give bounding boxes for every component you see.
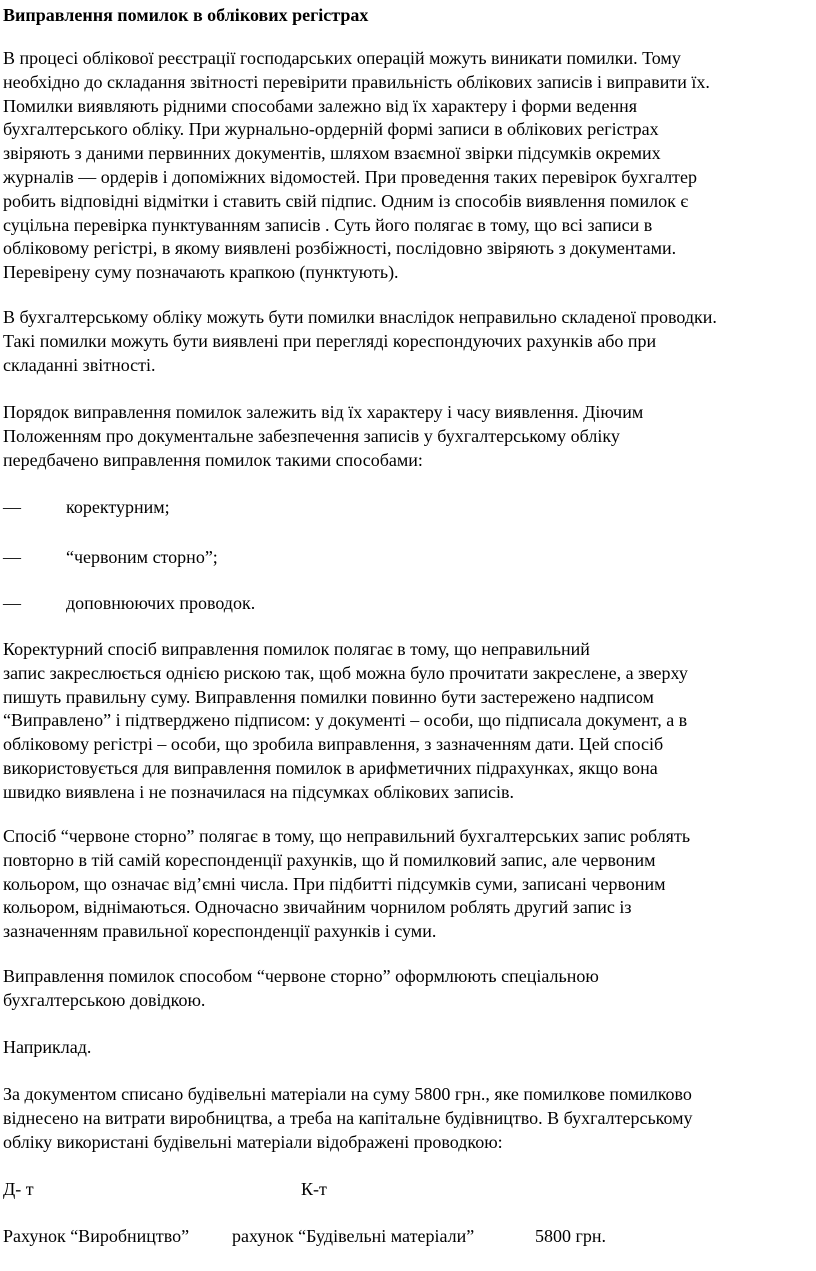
text-line: обліку використані будівельні матеріали відображені проводкою:: [3, 1131, 503, 1152]
paragraph-correction-order: [3, 401, 815, 472]
text-line: За документом списано будівельні матеріали на суму 5800 грн., яке помилкове помилково: [3, 1084, 692, 1104]
text-line: “Виправлено” і підтверджено підписом: у документі – особи, що підписала документ, а в: [3, 710, 688, 731]
text-line: В бухгалтерському обліку можуть бути помилки внаслідок неправильно складеної проводки.: [3, 307, 717, 327]
list-dash: —: [3, 547, 21, 567]
text-line: передбачено виправлення помилок такими способами:: [3, 449, 423, 470]
paragraph-error-detection: [3, 47, 815, 285]
text-line: робить відповідні відмітки і ставить свій підпис. Одним із способів виявлення помилок є: [3, 190, 689, 211]
text-line: обліковому регістрі, в якому виявлені розбіжності, послідовно звіряють з документами.: [3, 238, 677, 259]
text-line: Порядок виправлення помилок залежить від їх характеру і часу виявлення. Діючим: [3, 402, 644, 422]
entry-debit-account: Рахунок “Виробництво”: [3, 1226, 190, 1246]
text-line: кольором, що означає від’ємні числа. При підбитті підсумків суми, записані червоним: [3, 873, 666, 894]
list-dash: —: [3, 593, 21, 613]
text-line: Спосіб “червоне сторно” полягає в тому, що неправильний бухгалтерських запис роблять: [3, 826, 691, 846]
paragraph-red-storno: [3, 825, 815, 944]
text-line: Наприклад.: [3, 1037, 92, 1057]
text-line: Виправлення помилок способом “червоне сторно” оформлюють спеціальною: [3, 966, 599, 986]
text-line: В процесі облікової реєстрації господарських операцій можуть виникати помилки. Тому: [3, 48, 681, 68]
text-line: віднесено на витрати виробництва, а треба на капітальне будівництво. В бухгалтерському: [3, 1107, 693, 1128]
text-line: бухгалтерського обліку. При журнально-ордерній формі записи в облікових регістрах: [3, 119, 659, 140]
text-line: обліковому регістрі – особи, що зробила виправлення, з зазначенням дати. Цей спосіб: [3, 734, 664, 755]
text-line: Перевірену суму позначають крапкою (пунктують).: [3, 262, 399, 283]
entry-debit-header: Д- т: [3, 1179, 34, 1199]
text-line: необхідно до складання звітності перевірити правильність облікових записів і виправити їх.: [3, 71, 710, 92]
text-line: зазначенням правильної кореспонденції рахунків і суми.: [3, 921, 437, 942]
paragraph-example: [3, 1083, 815, 1154]
list-item-text: “червоним сторно”;: [66, 547, 218, 567]
text-line: Такі помилки можуть бути виявлені при перегляді кореспондуючих рахунків або при: [3, 330, 657, 351]
text-line: запис закреслюється однією рискою так, щоб можна було прочитати закреслене, а зверху: [3, 662, 688, 683]
paragraph-storno-certificate: [3, 965, 815, 1013]
paragraph-posting-errors: [3, 306, 815, 377]
paragraph-example-label: [3, 1036, 815, 1060]
list-item: [3, 495, 170, 519]
entry-amount: 5800 грн.: [535, 1226, 607, 1246]
entry-credit-account: рахунок “Будівельні матеріали”: [232, 1226, 475, 1246]
list-item: [3, 591, 255, 615]
document-title: Виправлення помилок в облікових регістрах: [3, 5, 369, 25]
text-line: звіряють з даними первинних документів, шляхом взаємної звірки підсумків окремих: [3, 143, 661, 164]
entry-credit-header: К-т: [301, 1179, 327, 1199]
text-line: журналів — ордерів і допоміжних відомостей. При проведення таких перевірок бухгалтер: [3, 166, 698, 187]
text-line: пишуть правильну суму. Виправлення помилки повинно бути застережено надписом: [3, 686, 654, 707]
text-line: Помилки виявляють рідними способами залежно від їх характеру і форми ведення: [3, 95, 638, 116]
text-line: складанні звітності.: [3, 354, 156, 375]
list-item-text: доповнюючих проводок.: [66, 593, 256, 613]
text-line: повторно в тій самій кореспонденції рахунків, що й помилковий запис, але червоним: [3, 849, 656, 870]
text-line: бухгалтерською довідкою.: [3, 989, 206, 1010]
paragraph-proofreading-method: [3, 638, 815, 805]
list-item: [3, 545, 218, 569]
text-line: використовується для виправлення помилок в арифметичних підрахунках, якщо вона: [3, 757, 658, 778]
list-item-text: коректурним;: [66, 497, 170, 517]
text-line: швидко виявлена і не позначилася на підсумках облікових записів.: [3, 781, 514, 802]
text-line: Коректурний спосіб виправлення помилок полягає в тому, що неправильний: [3, 639, 590, 659]
text-line: кольором, віднімаються. Одночасно звичайним чорнилом роблять другий запис із: [3, 897, 632, 918]
list-dash: —: [3, 497, 21, 517]
text-line: суцільна перевірка пунктуванням записів . Суть його полягає в тому, що всі записи в: [3, 214, 653, 235]
text-line: Положенням про документальне забезпечення записів у бухгалтерському обліку: [3, 425, 620, 446]
